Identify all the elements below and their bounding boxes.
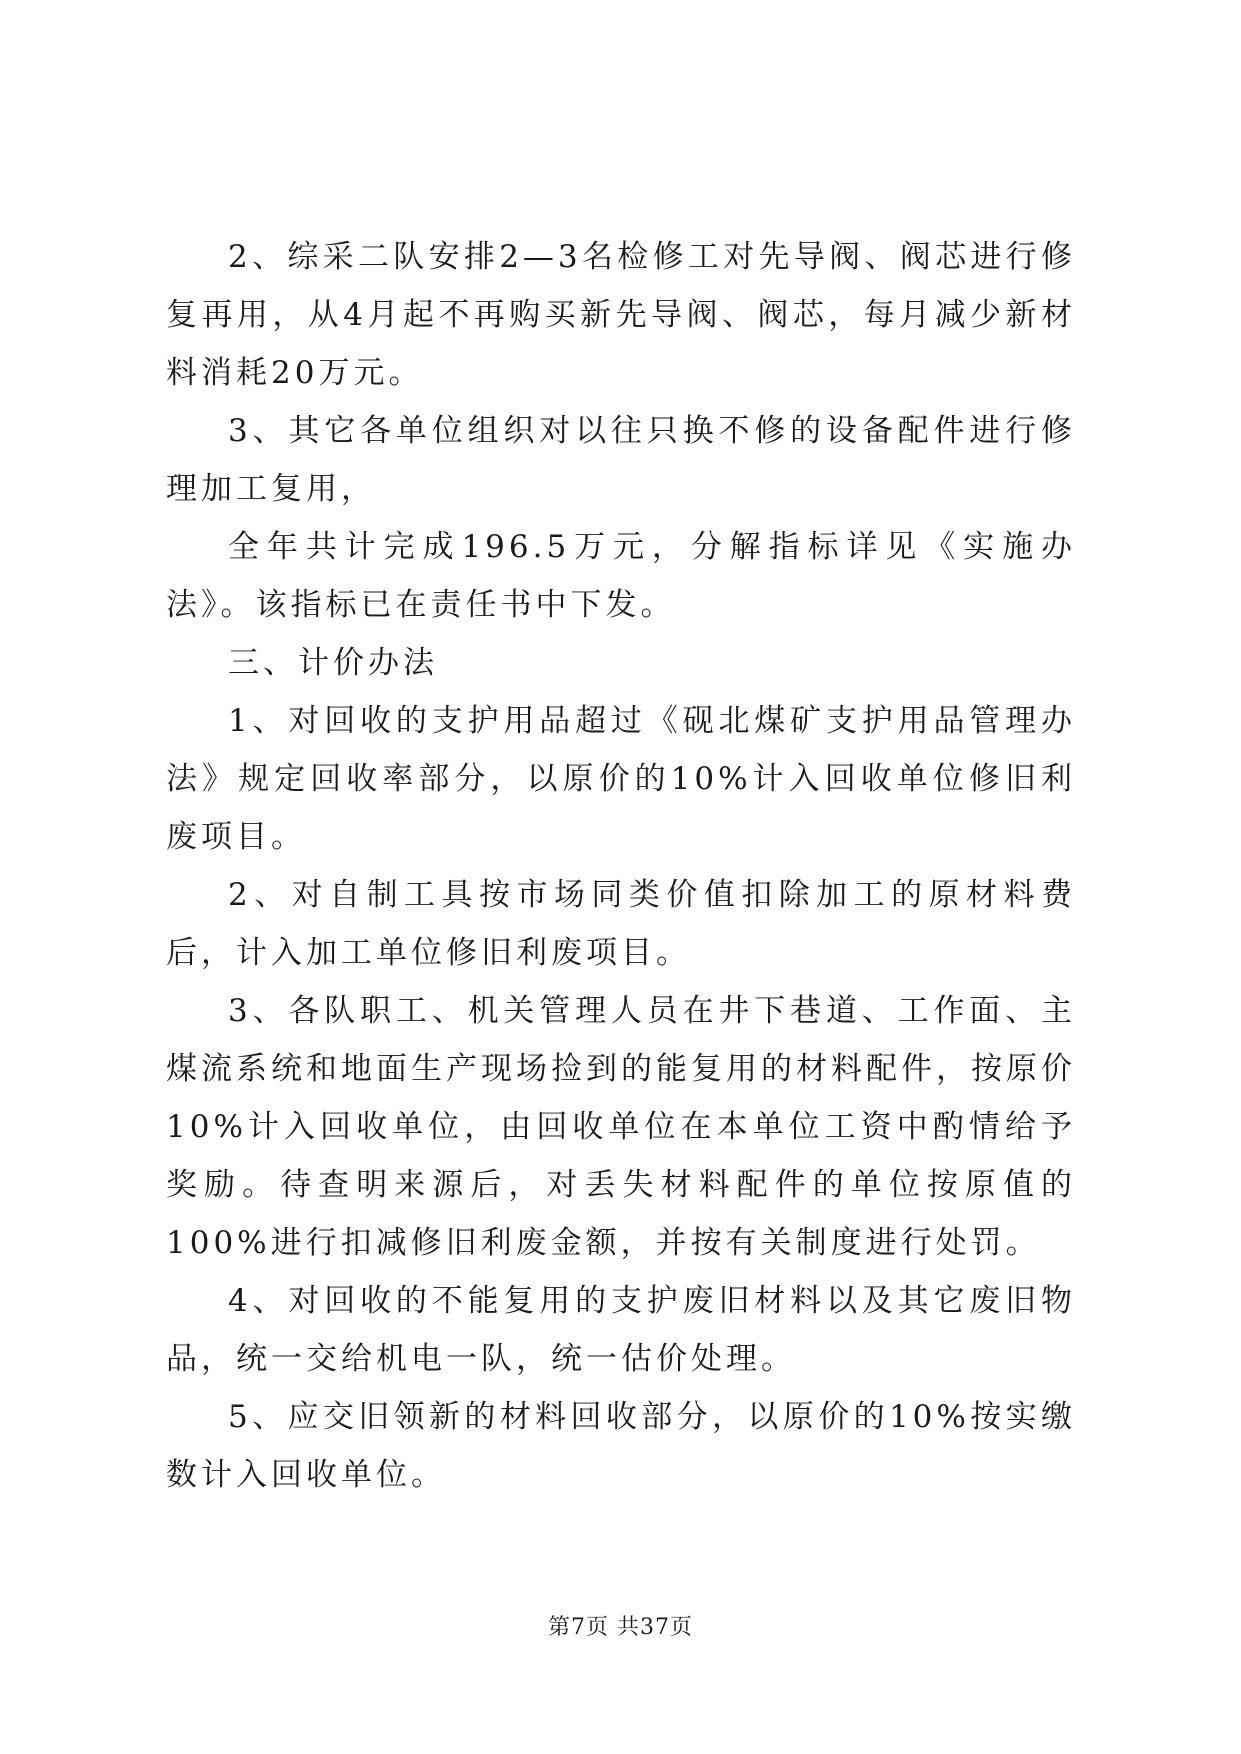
document-body <box>166 228 1076 1504</box>
paragraph-pricing-item-3: 3、各队职工、机关管理人员在井下巷道、工作面、主煤流系统和地面生产现场捡到的能复用的材料配件，按原价10%计入回收单位，由回收单位在本单位工资中酌情给予奖励。待查明来源后，对丢失材料配件的单位按原值的100%进行扣减修旧利废金额，并按有关制度进行处罚。 <box>166 993 1076 1261</box>
paragraph-other-units-repair: 3、其它各单位组织对以往只换不修的设备配件进行修理加工复用， <box>166 413 1076 507</box>
paragraph-pricing-item-5: 5、应交旧领新的材料回收部分，以原价的10%按实缴数计入回收单位。 <box>166 1399 1076 1493</box>
paragraph-pricing-item-2: 2、对自制工具按市场同类价值扣除加工的原材料费后，计入加工单位修旧利废项目。 <box>166 877 1076 971</box>
paragraph-annual-target: 全年共计完成196.5万元，分解指标详见《实施办法》。该指标已在责任书中下发。 <box>166 529 1076 623</box>
page-number-footer: 第7页 共37页 <box>548 1615 693 1640</box>
paragraph-pricing-item-1: 1、对回收的支护用品超过《砚北煤矿支护用品管理办法》规定回收率部分，以原价的10%计入回收单位修旧利废项目。 <box>166 703 1076 855</box>
paragraph-maintenance-team-2: 2、综采二队安排2—3名检修工对先导阀、阀芯进行修复再用，从4月起不再购买新先导阀、阀芯，每月减少新材料消耗20万元。 <box>166 239 1076 391</box>
paragraph-pricing-item-4: 4、对回收的不能复用的支护废旧材料以及其它废旧物品，统一交给机电一队，统一估价处理。 <box>166 1283 1076 1377</box>
section-heading-pricing: 三、计价办法 <box>228 645 438 681</box>
